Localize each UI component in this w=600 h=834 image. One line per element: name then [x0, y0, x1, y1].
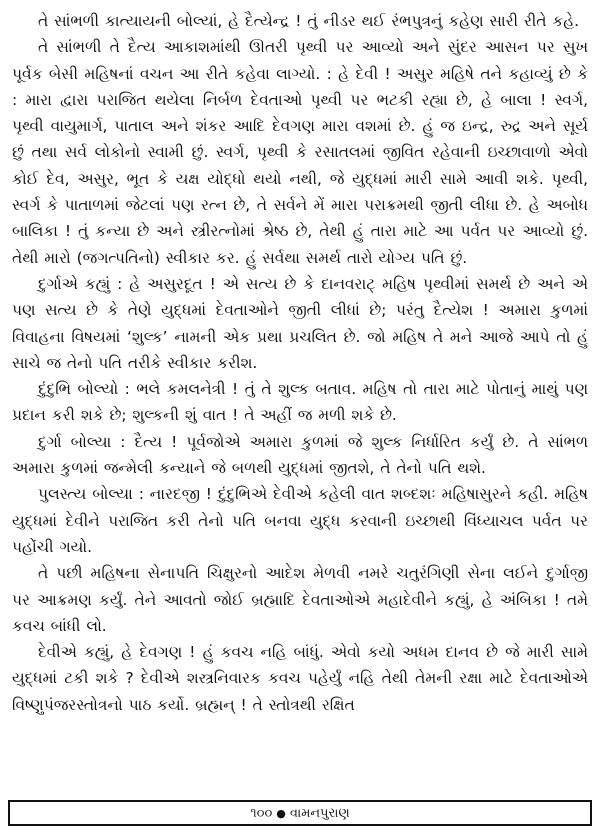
footer-separator-dot: ●	[276, 806, 286, 820]
paragraph-7: તે પછી મહિષના સેનાપતિ ચિક્ષુરનો આદેશ મેળવી નમરે ચતુરંગિણી સેના લઈને દુર્ગાજી પર આક્રમણ કર્યું. તેને આવતો જોઈ બ્રહ્માદિ દેવતાઓએ મહાદેવીને કહ્યું, હે અંબિકા ! તમે કવચ બાંધી લો.	[12, 564, 588, 635]
paragraph-8: દેવીએ કહ્યું, હે દેવગણ ! હું કવચ નહિ બાંધું. એવો કયો અધમ દાનવ છે જે મારી સામે યુદ્ધમાં ટકી શકે ? દેવીએ શસ્ત્રનિવારક કવચ પહેર્યું નહિ તેથી તેમની રક્ષા માટે દેવતાઓએ વિષ્ણુપંજરસ્તોત્રનો પાઠ કર્યો. બ્રહ્મન્ ! તે સ્તોત્રથી રક્ષિત	[12, 643, 588, 714]
paragraph-6: પુલસ્ત્ય બોલ્યા : નારદજી ! દુંદુભિએ દેવીએ કહેલી વાત શબ્દશઃ મહિષાસુરને કહી. મહિષ યુદ્ધમાં દેવીને પરાજિત કરી તેનો પતિ બનવા યુદ્ધ કરવાની ઇચ્છાથી વિંધ્યાચલ પર્વત પર પહોંચી ગયો.	[12, 485, 588, 556]
page-number: ૧૦૦	[250, 805, 273, 821]
paragraph-2: તે સાંભળી તે દૈત્ય આકાશમાંથી ઊતરી પૃથ્વી પર આવ્યો અને સુંદર આસન પર સુખ પૂર્વક બેસી મહિષનાં વચન આ રીતે કહેવા લાગ્યો. : હે દેવી ! અસુર મહિષે તને કહાવ્યું છે કે : મારા દ્વારા પરાજિત થયેલા નિર્બળ દેવતાઓ પૃથ્વી પર ભટકી રહ્યા છે, હે બાલા ! સ્વર્ગ, પૃથ્વી વાયુમાર્ગ, પાતાલ અને શંકર આદિ દેવગણ મારા વશમાં છે. હું જ ઇન્દ્ર, રુદ્ર અને સૂર્ય છું તથા સર્વ લોકોનો સ્વામી છું. સ્વર્ગ, પૃથ્વી કે રસાતલમાં જીવિત રહેવાની ઇચ્છાવાળો એવો કોઈ દેવ, અસુર, ભૂત કે યક્ષ યોદ્ધો થયો નથી, જે યુદ્ધમાં મારી સામે આવી શકે. પૃથ્વી, સ્વર્ગ કે પાતાળમાં જેટલાં પણ રત્ન છે, તે સર્વને મેં મારા પરાક્રમથી જીતી લીધા છે. હે અબોધ બાલિકા ! તું કન્યા છે અને સ્ત્રીરત્નોમાં શ્રેષ્ઠ છે, તેથી હું તારા માટે આ પર્વત પર આવ્યો છું. તેથી મારો (જગત્પતિનો) સ્વીકાર કર. હું સર્વથા સમર્થ તારો યોગ્ય પતિ છું.	[12, 38, 588, 267]
paragraph-5: દુર્ગા બોલ્યા : દૈત્ય ! પૂર્વજોએ અમારા કુળમાં જે શુલ્ક નિર્ધારિત કર્યું છે. તે સાંભળ અમારા કુળમાં જન્મેલી કન્યાને જે બળથી યુદ્ધમાં જીતશે, તે તેનો પતિ થશે.	[12, 432, 588, 478]
book-title: વામનપુરાણ	[289, 805, 350, 821]
page-body-text	[12, 8, 588, 718]
paragraph-3: દુર્ગાએ કહ્યું : હે અસુરદૂત ! એ સત્ય છે કે દાનવરાટ્ મહિષ પૃથ્વીમાં સમર્થ છે અને એ પણ સત્ય છે કે તેણે યુદ્ધમાં દેવતાઓને જીતી લીધાં છે; પરંતુ દૈત્યેશ ! અમારા કુળમાં વિવાહના વિષયમાં ‘શુલ્ક’ નામની એક પ્રથા પ્રચલિત છે. જો મહિષ તે મને આજે આપે તો હું સાચે જ તેનો પતિ તરીકે સ્વીકાર કરીશ.	[12, 274, 588, 372]
page-footer	[8, 800, 592, 826]
paragraph-4: દુંદુભિ બોલ્યો : ભલે કમલનેત્રી ! તું તે શુલ્ક બતાવ. મહિષ તો તારા માટે પોતાનું માથું પણ પ્રદાન કરી શકે છે; શુલ્કની શું વાત ! તે અહીં જ મળી શકે છે.	[12, 380, 588, 425]
paragraph-1: તે સાંભળી કાત્યાયની બોલ્યાં, હે દૈત્યેન્દ્ર ! તું નીડર થઈ રંભપુત્રનું કહેણ સારી રીતે કહે.	[38, 12, 580, 30]
